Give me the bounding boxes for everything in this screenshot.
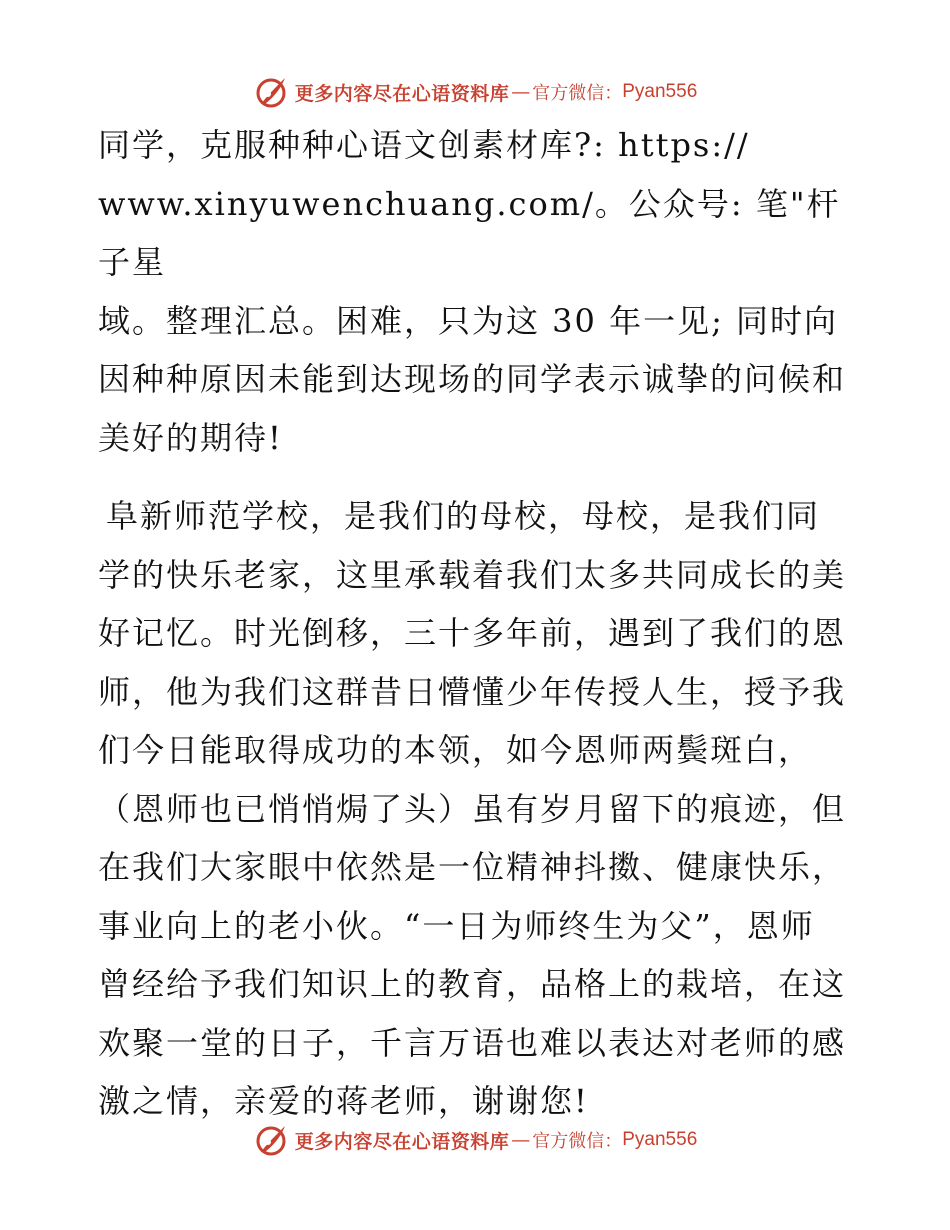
banner-wechat-id: Pyan556 bbox=[622, 81, 698, 102]
banner-wechat-label: 官方微信： bbox=[532, 83, 623, 104]
paragraph-2: 阜新师范学校，是我们的母校，母校，是我们同 学的快乐老家，这里承载着我们太多共同成长的美 好记忆。时光倒移，三十多年前，遇到了我们的恩 师，他为我们这群昔日懵懂少年传授人生，授予我 们今日能取得成功的本领，如今恩师两鬓斑白， （恩师也已悄悄焗了头）虽有岁月留下的痕迹，但 在我们大家眼中依然是一位精神抖擞、健康快乐， 事业向上的老小伙。“一日为师终生为父”，恩师 曾经给予我们知识上的教育，品格上的栽培，在这 欢聚一堂的日子，千言万语也难以表达对老师的感 激之情，亲爱的蒋老师，谢谢您! bbox=[98, 497, 847, 1120]
quill-logo-icon bbox=[253, 74, 289, 110]
banner-wechat-label: 官方微信： bbox=[532, 1131, 623, 1152]
footer-banner bbox=[0, 1118, 950, 1162]
banner-dash: — bbox=[511, 81, 531, 103]
document-body bbox=[98, 116, 858, 1131]
banner-dash: — bbox=[511, 1129, 531, 1151]
banner-main-text: 更多内容尽在心语资料库 bbox=[294, 1130, 510, 1153]
banner-main-text: 更多内容尽在心语资料库 bbox=[294, 82, 510, 105]
header-banner bbox=[0, 70, 950, 114]
paragraph-1: 同学，克服种种心语文创素材库?: https:// www.xinyuwenchuang.com/。公众号: 笔"杆子星 域。整理汇总。困难，只为这 30 年一见; 同时向 因种种原因未能到达现场的同学表示诚挚的问候和 美好的期待! bbox=[98, 126, 847, 457]
banner-wechat-id: Pyan556 bbox=[622, 1129, 698, 1150]
quill-logo-icon bbox=[253, 1122, 289, 1158]
